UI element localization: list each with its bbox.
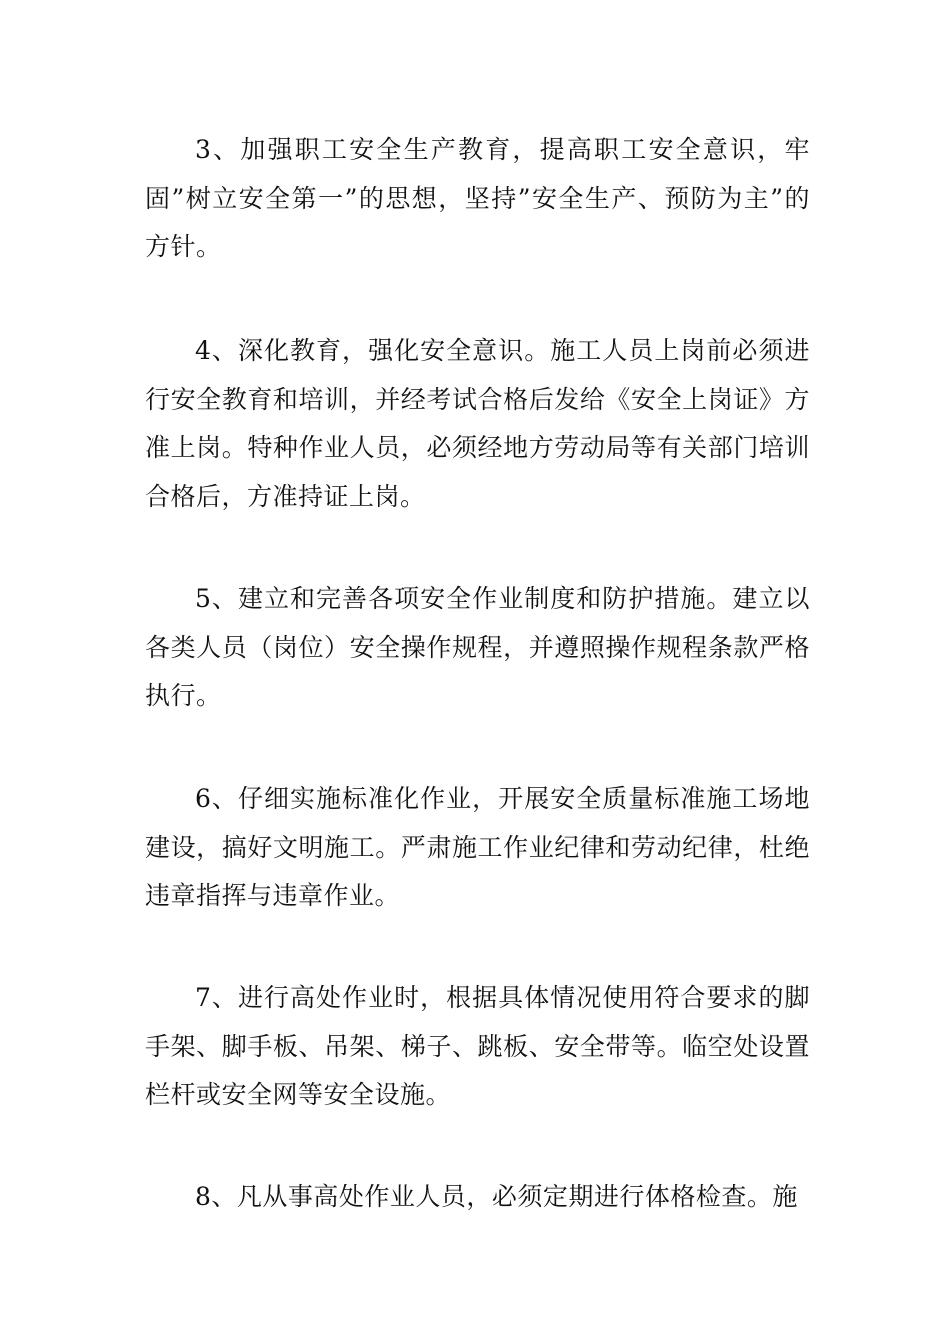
paragraph-item-6: 6、仔细实施标准化作业，开展安全质量标准施工场地建设，搞好文明施工。严肃施工作业纪律和劳动纪律，杜绝违章指挥与违章作业。 xyxy=(145,784,810,910)
paragraph-item-3: 3、加强职工安全生产教育，提高职工安全意识，牢固”树立安全第一”的思想，坚持”安全生产、预防为主”的方针。 xyxy=(145,135,810,261)
paragraph-item-7: 7、进行高处作业时，根据具体情况使用符合要求的脚手架、脚手板、吊架、梯子、跳板、安全带等。临空处设置栏杆或安全网等安全设施。 xyxy=(145,983,810,1109)
paragraph-item-4: 4、深化教育，强化安全意识。施工人员上岗前必须进行安全教育和培训，并经考试合格后发给《安全上岗证》方准上岗。特种作业人员，必须经地方劳动局等有关部门培训合格后，方准持证上岗。 xyxy=(145,336,810,511)
paragraph-item-8: 8、凡从事高处作业人员，必须定期进行体格检查。施 xyxy=(195,1182,798,1211)
paragraph-item-5: 5、建立和完善各项安全作业制度和防护措施。建立以各类人员（岗位）安全操作规程，并遵照操作规程条款严格执行。 xyxy=(145,584,810,710)
